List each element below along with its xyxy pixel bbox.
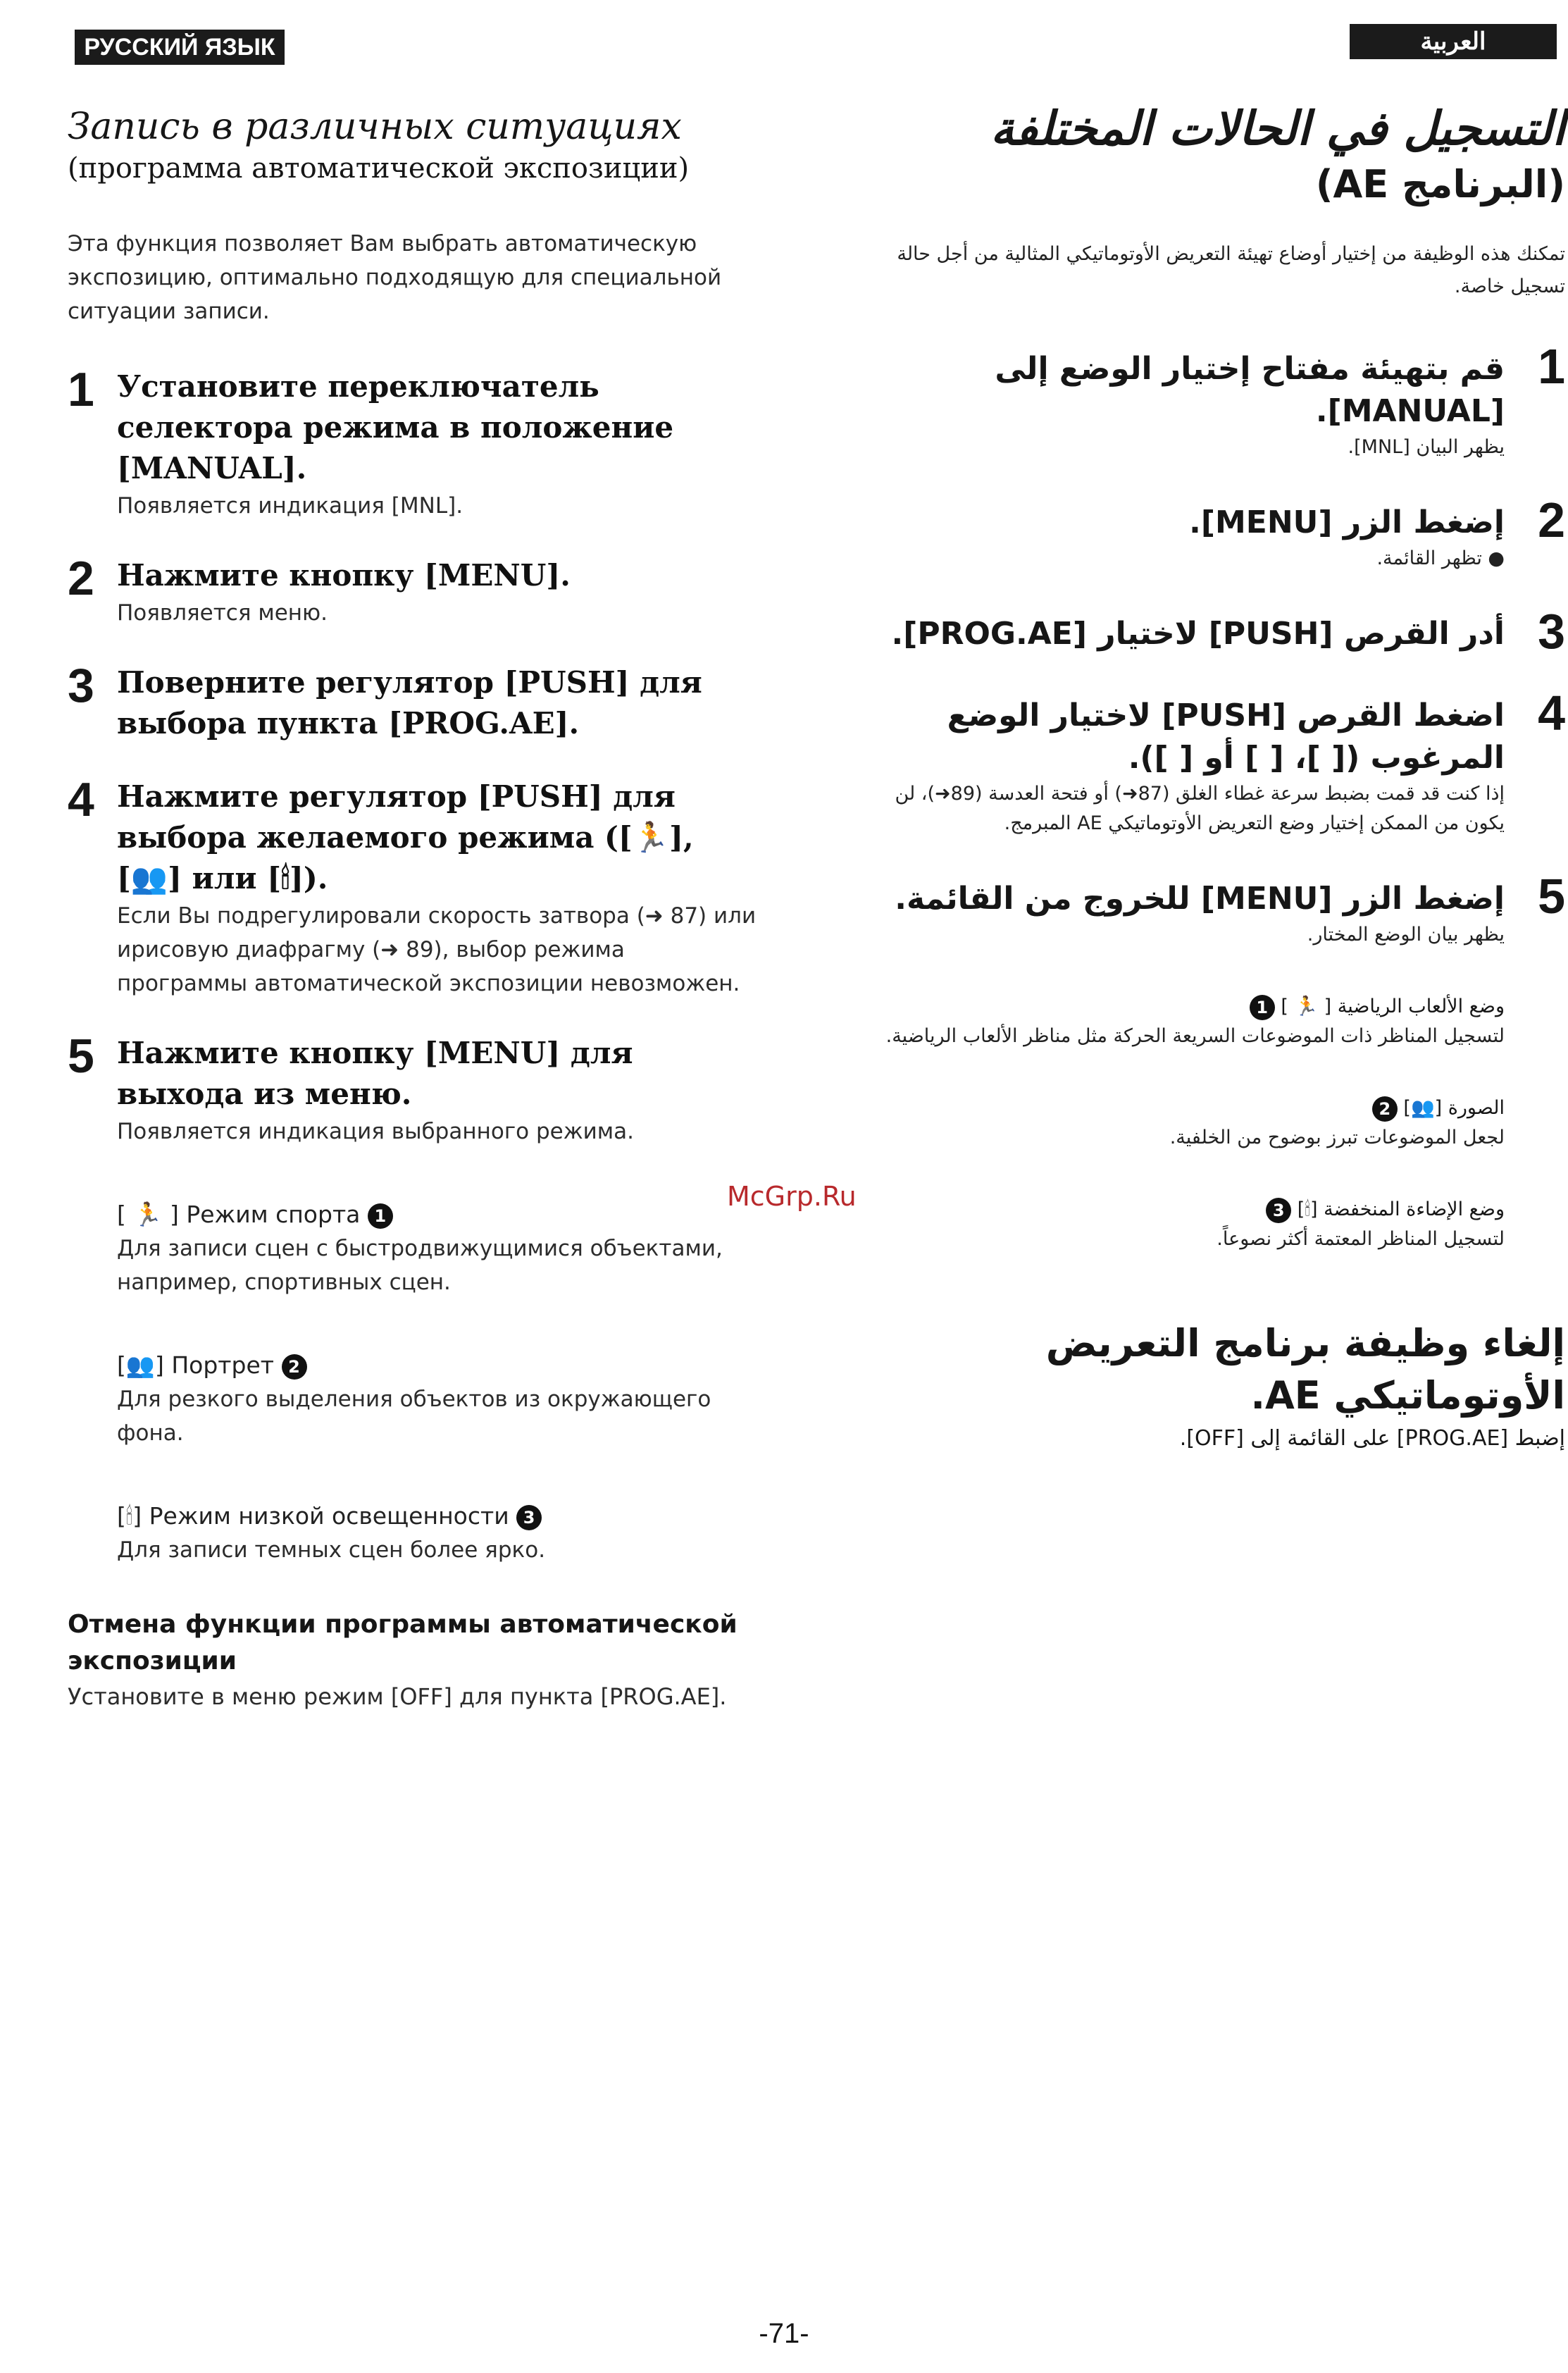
callout-number: 3 <box>516 1505 542 1530</box>
step-text: اضغط القرص [PUSH] لاختيار الوضع المرغوب ([ ]، [ ] أو [ ]). <box>947 698 1505 776</box>
step-number: 4 <box>1538 686 1565 741</box>
step-4-russian <box>68 773 758 1000</box>
step-note: إذا كنت قد قمت بضبط سرعة غطاء الغلق (87➜) أو فتحة العدسة (89➜)، لن يكون من الممكن إختيار وضع التعريض الأوتوماتيكي AE المبرمج. <box>895 783 1505 834</box>
mode-description: Для записи сцен с быстродвижущимися объектами, например, спортивных сцен. <box>117 1236 723 1295</box>
step-2-russian <box>68 552 758 630</box>
mode-low-light-arabic: وضع الإضاءة المنخفضة [🕯] 3 لتسجيل المناظر المعتمة أكثر نصوعاً. <box>861 1195 1505 1254</box>
step-text: إضغط الزر [MENU]. <box>1189 504 1505 540</box>
step-3-russian <box>68 659 758 744</box>
running-figure-icon: 🏃 <box>1294 996 1319 1017</box>
mode-sport-russian: [ 🏃 ] Режим спорта 1 Для записи сцен с быстродвижущимися объектами, например, спортивных сцен. <box>117 1198 758 1299</box>
mode-label: وضع الألعاب الرياضية <box>1337 996 1505 1017</box>
step-note: يظهر بيان الوضع المختار. <box>1307 924 1505 946</box>
mode-description: Для резкого выделения объектов из окружающего фона. <box>117 1387 711 1446</box>
step-text-part: Нажмите регулятор [PUSH] для выбора желаемого режима ([ <box>117 779 676 855</box>
mode-portrait-arabic: الصورة [👥] 2 لجعل الموضوعات تبرز بوضوح من الخلفية. <box>861 1093 1505 1153</box>
page-title-arabic: التسجيل في الحالات المختلفة <box>990 101 1565 156</box>
running-figure-icon: 🏃 <box>133 1201 163 1228</box>
mode-description: لتسجيل المناظر المعتمة أكثر نصوعاً. <box>1217 1228 1505 1250</box>
step-number: 2 <box>1538 492 1565 547</box>
step-number: 2 <box>68 552 94 605</box>
mode-description: لجعل الموضوعات تبرز بوضوح من الخلفية. <box>1169 1127 1505 1148</box>
mode-label: وضع الإضاءة المنخفضة <box>1324 1198 1505 1220</box>
step-1-russian <box>68 363 758 523</box>
step-1-arabic <box>861 339 1565 462</box>
mode-sport-arabic: وضع الألعاب الرياضية [ 🏃 ] 1 لتسجيل المناظر ذات الموضوعات السريعة الحركة مثل مناظر الألعاب الرياضية. <box>861 992 1505 1051</box>
russian-column <box>68 99 758 1714</box>
step-5-russian <box>68 1029 758 1148</box>
watermark: McGrp.Ru <box>727 1181 857 1212</box>
cancel-heading-russian: Отмена функции программы автоматической экспозиции <box>68 1610 738 1675</box>
low-light-candle-icon: 🕯 <box>125 1502 133 1530</box>
page-subtitle-russian: (программа автоматической экспозиции) <box>68 152 690 185</box>
cancel-description-arabic: إضبط [PROG.AE] على القائمة إلى [OFF]. <box>1179 1426 1565 1451</box>
step-number: 3 <box>1538 604 1565 659</box>
callout-number: 1 <box>1250 995 1275 1020</box>
step-text: Нажмите кнопку [MENU]. <box>117 558 571 593</box>
mode-label: Режим спорта <box>186 1201 361 1228</box>
callout-number: 2 <box>282 1354 307 1380</box>
step-text: قم بتهيئة مفتاح إختيار الوضع إلى [MANUAL]. <box>995 351 1505 429</box>
step-note: Появляется меню. <box>117 600 328 626</box>
running-figure-icon: 🏃 <box>632 820 670 855</box>
step-note: ● تظهر القائمة. <box>1376 547 1505 569</box>
mode-low-light-russian: [🕯] Режим низкой освещенности 3 Для записи темных сцен более ярко. <box>117 1499 758 1567</box>
step-note: يظهر البيان [MNL]. <box>1348 436 1505 458</box>
mode-label: Портрет <box>171 1351 274 1379</box>
portrait-people-icon: 👥 <box>1410 1097 1435 1119</box>
step-note: Появляется индикация выбранного режима. <box>117 1119 635 1144</box>
step-text: Установите переключатель селектора режима в положение [MANUAL]. <box>117 369 674 485</box>
mode-description: Для записи темных сцен более ярко. <box>117 1537 546 1563</box>
page-number: -71- <box>759 2318 809 2349</box>
step-5-arabic <box>861 869 1565 950</box>
step-4-arabic <box>861 686 1565 838</box>
cancel-heading-arabic: إلغاء وظيفة برنامج التعريض الأوتوماتيكي AE. <box>1045 1321 1565 1418</box>
step-number: 5 <box>1538 869 1565 924</box>
mode-description: لتسجيل المناظر ذات الموضوعات السريعة الحركة مثل مناظر الألعاب الرياضية. <box>885 1025 1505 1047</box>
intro-arabic: تمكنك هذه الوظيفة من إختيار أوضاع تهيئة التعريض الأوتوماتيكي المثالية من أجل حالة تسجيل خاصة. <box>897 243 1565 297</box>
step-text-part: ] или [ <box>168 861 282 896</box>
step-text-part: ], [ <box>117 820 694 896</box>
mode-portrait-russian: [👥] Портрет 2 Для резкого выделения объектов из окружающего фона. <box>117 1349 758 1450</box>
step-number: 3 <box>68 659 94 712</box>
page-title-russian: Запись в различных ситуациях <box>68 106 682 148</box>
step-text <box>117 776 758 899</box>
step-note: Появляется индикация [MNL]. <box>117 493 463 519</box>
cancel-description-russian: Установите в меню режим [OFF] для пункта [PROG.AE]. <box>68 1683 727 1710</box>
step-number: 1 <box>68 363 94 416</box>
intro-russian: Эта функция позволяет Вам выбрать автоматическую экспозицию, оптимально подходящую для специальной ситуации записи. <box>68 231 722 324</box>
step-text: Поверните регулятор [PUSH] для выбора пункта [PROG.AE]. <box>117 665 702 741</box>
step-text: Нажмите кнопку [MENU] для выхода из меню. <box>117 1036 633 1111</box>
low-light-candle-icon: 🕯 <box>281 861 290 896</box>
callout-number: 2 <box>1372 1096 1398 1122</box>
mode-label: Режим низкой освещенности <box>149 1502 509 1530</box>
language-tag-arabic: العربية <box>1350 24 1557 59</box>
step-text: أدر القرص [PUSH] لاختيار [PROG.AE]. <box>891 616 1505 652</box>
low-light-candle-icon: 🕯 <box>1305 1198 1311 1220</box>
step-number: 1 <box>1538 339 1565 394</box>
portrait-people-icon: 👥 <box>125 1351 155 1379</box>
step-text: إضغط الزر [MENU] للخروج من القائمة. <box>895 881 1505 917</box>
language-tag-russian: РУССКИЙ ЯЗЫК <box>75 30 285 65</box>
callout-number: 1 <box>368 1203 393 1229</box>
step-number: 5 <box>68 1029 94 1083</box>
arabic-column <box>861 99 1565 1456</box>
page-subtitle-arabic: (البرنامج AE) <box>1315 162 1565 206</box>
callout-number: 3 <box>1266 1198 1291 1223</box>
step-note: Если Вы подрегулировали скорость затвора (➜ 87) или ирисовую диафрагму (➜ 89), выбор режима программы автоматической экспозиции невозможен. <box>117 903 757 996</box>
step-2-arabic <box>861 492 1565 574</box>
step-3-arabic <box>861 604 1565 659</box>
step-number: 4 <box>68 773 94 826</box>
portrait-people-icon: 👥 <box>130 861 168 896</box>
step-text-part: ]). <box>290 861 328 896</box>
mode-label: الصورة <box>1448 1097 1505 1119</box>
